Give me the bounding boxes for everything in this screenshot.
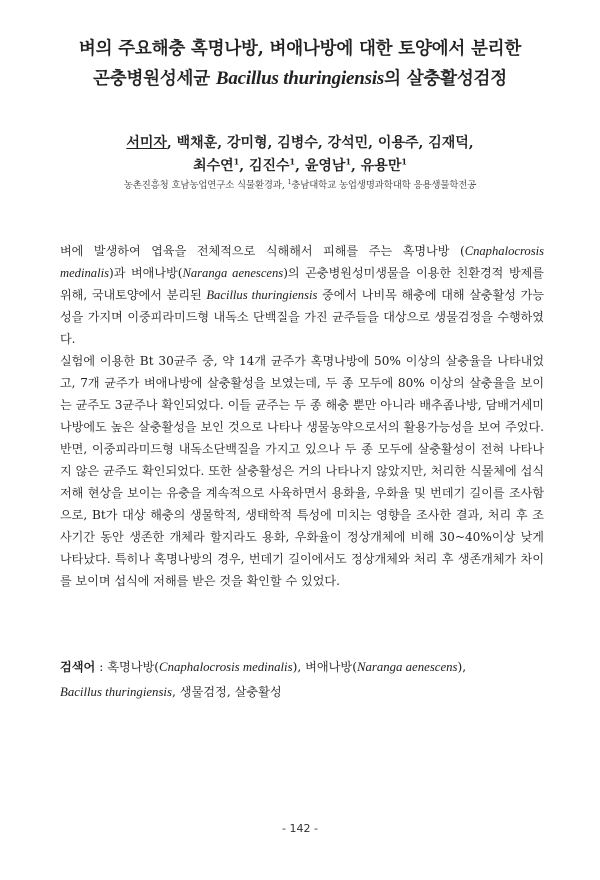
text-run: )의 곤충병원성미생물을 이용한 친환경적 방제를 위해, 국내토양에서 분리된 xyxy=(60,266,544,302)
keywords-line-2 xyxy=(60,680,550,705)
text-run: ), 벼애나방( xyxy=(292,660,357,674)
authors-line-1 xyxy=(30,132,570,155)
authors-line-2 xyxy=(30,155,570,178)
title-line-1: 벼의 주요해충 혹명나방, 벼애나방에 대한 토양에서 분리한 xyxy=(78,39,522,59)
title-species: Bacillus thuringiensis xyxy=(215,68,385,89)
author: 윤영남 xyxy=(304,158,346,174)
text-run: 벼에 발생하여 엽육을 전체적으로 식해해서 피해를 주는 혹명나방 ( xyxy=(60,244,465,258)
species-name: Naranga aenescens xyxy=(182,266,284,280)
species-name: Cnaphalocrosis medinalis xyxy=(159,660,293,674)
text-run: 혹명나방( xyxy=(107,660,160,674)
author-affil-mark: 1 xyxy=(401,156,407,167)
abstract-paragraph-1 xyxy=(60,240,544,350)
author-affil-mark: 1 xyxy=(345,156,352,167)
author: 김진수 xyxy=(248,158,290,174)
presenting-author: 서미자 xyxy=(126,135,167,151)
species-name: Bacillus thuringiensis xyxy=(206,288,318,302)
abstract-paragraph-2 xyxy=(60,350,544,592)
author-separator: , xyxy=(351,158,361,174)
affiliation-1: 농촌진흥청 호남농업연구소 식물환경과, xyxy=(123,180,288,191)
title-line-2 xyxy=(30,64,570,94)
keywords-line-1 xyxy=(60,655,550,680)
title-prefix: 곤충병원성세균 xyxy=(93,69,216,89)
author-separator: , xyxy=(239,158,249,174)
co-authors-1: , 백채훈, 강미형, 김병수, 강석민, 이용주, 김재덕, xyxy=(166,135,474,151)
affiliation xyxy=(30,177,570,191)
keywords-list-1 xyxy=(107,660,466,674)
page-number: - 142 - xyxy=(282,822,318,835)
text-run: 실험에 이용한 Bt 30균주 중, 약 14개 균주가 혹명나방에 50% 이상의 살충율을 나타내었고, 7개 균주가 벼애나방에 살충활성을 보였는데, 두 종 모두에 80% 이상의 살충율을 보이는 균주도 3균주나 확인되었다. 이들 균주는 두 종 해충 뿐만 아니라 배추좀나방, 담배거세미나방에도 높은 살충활성을 보인 것으로 나타나 생물농약으로서의 활용가능성을 보여 주었다. 반면, 이중피라미드형 내독소단백질을 가지고 있으나 두 종 모두에 살충활성이 전혀 나타나지 않은 균주도 확인되었다. 또한 살충활성은 거의 나타나지 않았지만, 처리한 식물체에 섭식저해 현상을 보이는 유충을 계속적으로 사육하면서 용화율, 우화율 및 번데기 길이를 조사함으로, Bt가 대상 해충의 생물학적, 생태학적 특성에 미치는 영향을 조사한 결과, 처리 후 조사기간 동안 생존한 개체라 할지라도 용화, 우화율이 정상개체에 비해 30~40%이상 낮게 나타났다. 특히나 혹명나방의 경우, 번데기 길이에서도 정상개체와 처리 후 생존개체가 차이를 보이며 섭식에 저해를 받은 것을 확인할 수 있었다. xyxy=(60,354,544,588)
keywords xyxy=(60,655,550,705)
species-name: Naranga aenescens xyxy=(356,660,458,674)
author-affil-mark: 1 xyxy=(289,156,296,167)
text-run: , 생물검정, 살충활성 xyxy=(171,685,282,699)
abstract xyxy=(60,240,544,592)
text-run: ), xyxy=(457,660,467,674)
keywords-label: 검색어 xyxy=(60,660,96,674)
species-name: Bacillus thuringiensis xyxy=(60,685,172,699)
title-suffix: 의 살충활성검정 xyxy=(384,69,507,89)
text-run: 중에서 나비목 해충에 대해 살충활성 가능성을 가지며 이중피라미드형 내독소 단백질을 가진 균주들을 대상으로 생물검정을 수행하였다. xyxy=(60,288,545,346)
text-run: )과 벼애나방( xyxy=(108,266,183,280)
species-name: Cnaphalocrosis medinalis xyxy=(60,244,544,280)
author: 유용만 xyxy=(360,158,402,174)
author: 최수연 xyxy=(193,158,234,174)
affiliation-mark: 1 xyxy=(287,178,292,186)
author-affil-mark: 1 xyxy=(233,156,240,167)
author-separator: , xyxy=(295,158,305,174)
paper-title xyxy=(30,34,570,94)
keywords-separator: : xyxy=(95,660,108,674)
author-list xyxy=(30,132,570,178)
affiliation-2: 충남대학교 농업생명과학대학 응용생물학전공 xyxy=(291,180,477,191)
